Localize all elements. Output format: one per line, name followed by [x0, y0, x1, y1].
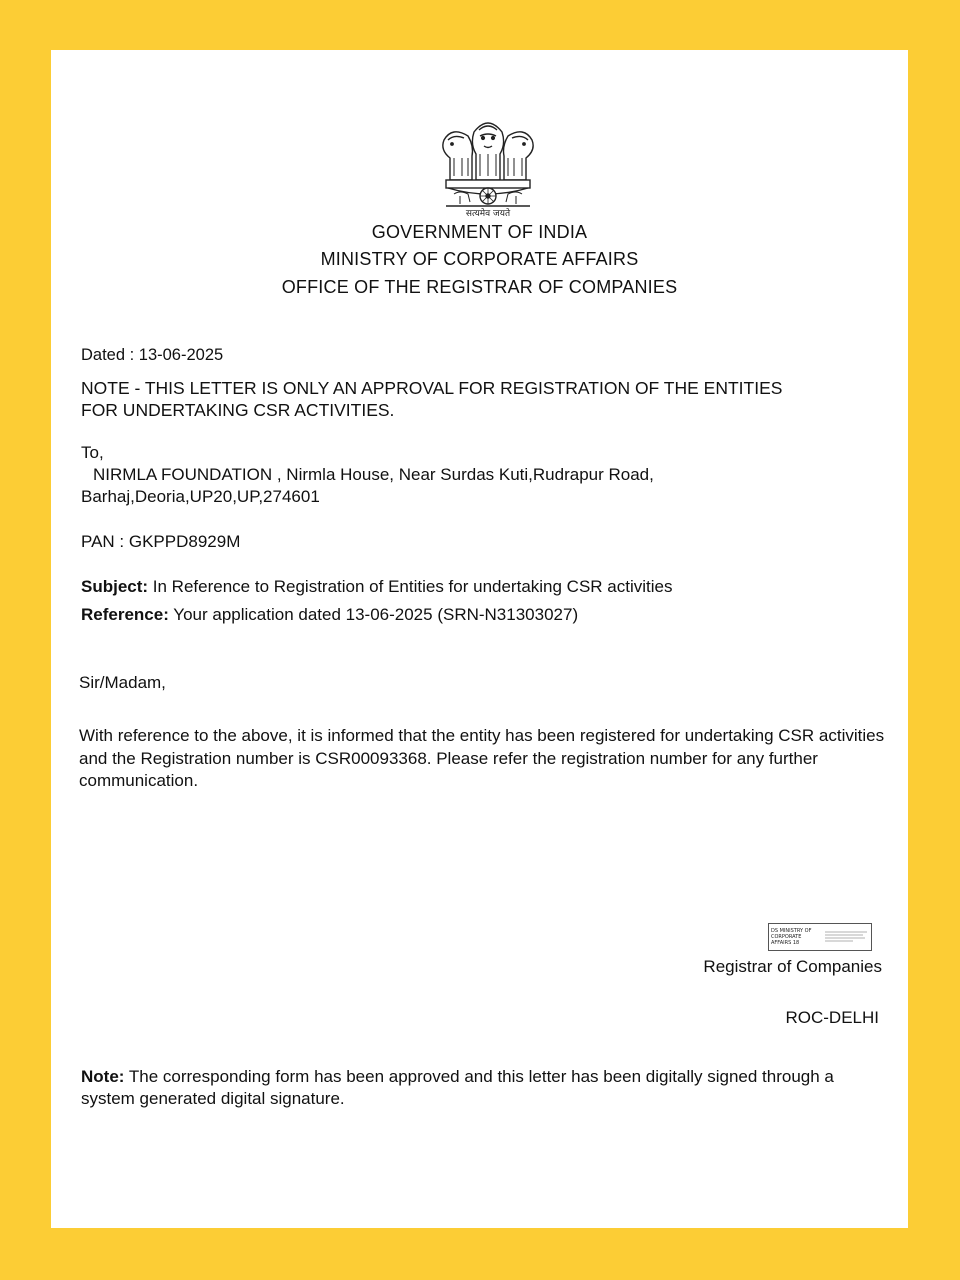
- emblem-motto: सत्यमेव जयते: [465, 209, 511, 219]
- header-government: GOVERNMENT OF INDIA: [371, 222, 588, 242]
- salutation: Sir/Madam,: [79, 673, 166, 692]
- footer-note-text: The corresponding form has been approved and this letter has been digitally signed through a system generated digital signature.: [81, 1067, 834, 1108]
- footer-note: [81, 1066, 881, 1110]
- footer-note-label: Note:: [81, 1067, 125, 1086]
- subject-label: Subject:: [81, 577, 149, 596]
- recipient-to: To,: [81, 443, 104, 462]
- reference-label: Reference:: [81, 605, 169, 624]
- registrar-title: Registrar of Companies: [703, 957, 882, 976]
- signature-scribble-icon: [823, 928, 869, 946]
- pan-number: PAN : GKPPD8929M: [81, 532, 241, 551]
- header-office: OFFICE OF THE REGISTRAR OF COMPANIES: [281, 277, 678, 297]
- letter-date: Dated : 13-06-2025: [81, 346, 224, 364]
- letter-body: With reference to the above, it is informed that the entity has been registered for undertaking CSR activities and the Registration number is CSR00093368. Please refer the registration number for any further communication.: [79, 726, 885, 790]
- digital-signature-stamp: [768, 923, 872, 951]
- subject-line: [81, 576, 672, 598]
- registrar-office: ROC-DELHI: [785, 1008, 879, 1027]
- subject-text: In Reference to Registration of Entities for undertaking CSR activities: [148, 577, 673, 596]
- letter-page: [51, 50, 908, 1228]
- recipient-address-line2: Barhaj,Deoria,UP20,UP,274601: [81, 487, 320, 506]
- reference-line: [81, 604, 578, 626]
- header-ministry: MINISTRY OF CORPORATE AFFAIRS: [320, 249, 639, 269]
- stamp-text: DS MINISTRY OF CORPORATE AFFAIRS 18: [771, 928, 812, 946]
- reference-text: Your application dated 13-06-2025 (SRN-N31303027): [168, 605, 579, 624]
- recipient-address-line1: NIRMLA FOUNDATION , Nirmla House, Near Surdas Kuti,Rudrapur Road,: [93, 465, 654, 484]
- approval-note: NOTE - THIS LETTER IS ONLY AN APPROVAL FOR REGISTRATION OF THE ENTITIES FOR UNDERTAKING CSR ACTIVITIES.: [81, 378, 783, 420]
